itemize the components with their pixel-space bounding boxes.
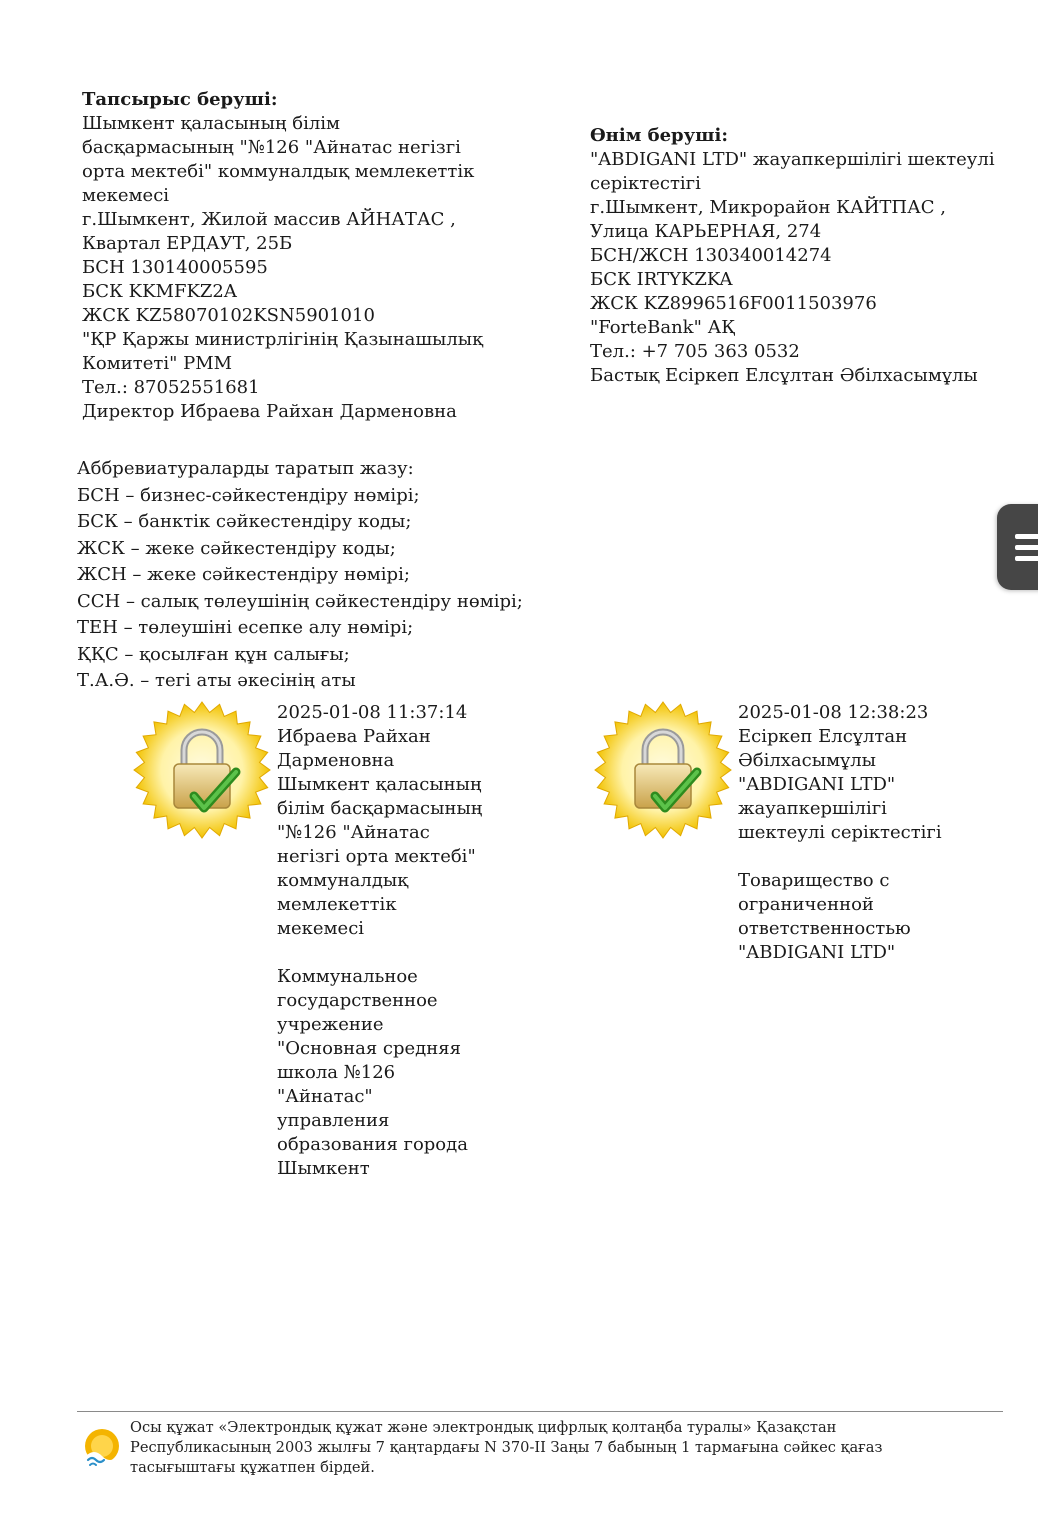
customer-line: Директор Ибраева Райхан Дарменовна: [82, 401, 457, 422]
signature-seal-icon: [132, 700, 272, 840]
spacer: [277, 941, 482, 965]
supplier-line: "ABDIGANI LTD" жауапкершілігі шектеулі: [590, 149, 995, 170]
abbreviation-item: ЖСН – жеке сәйкестендіру нөмірі;: [77, 564, 410, 585]
customer-line: Тел.: 87052551681: [82, 377, 260, 398]
signature-timestamp: 2025-01-08 12:38:23: [738, 702, 929, 723]
abbreviations-list: [77, 456, 523, 695]
customer-line: орта мектебі" коммуналдық мемлекеттік: [82, 161, 475, 182]
customer-line: ЖСК KZ58070102KSN5901010: [82, 305, 375, 326]
signature-line: Есіркеп Елсұлтан: [738, 726, 908, 747]
supplier-line: Улица КАРЬЕРНАЯ, 274: [590, 221, 822, 242]
spacer: [738, 845, 942, 869]
signature-line: Дарменовна: [277, 750, 395, 771]
supplier-line: БСК IRTYKZKA: [590, 269, 733, 290]
menu-button[interactable]: [997, 504, 1038, 590]
footer-line: тасығыштағы құжатпен бірдей.: [130, 1459, 375, 1476]
signature-line: шектеулі серіктестігі: [738, 822, 942, 843]
signature-line: білім басқармасының: [277, 798, 483, 819]
abbreviations-title: Аббревиатураларды таратып жазу:: [77, 458, 414, 479]
footer-line: Осы құжат «Электрондық құжат және электрондық цифрлық қолтаңба туралы» Қазақстан: [130, 1419, 837, 1436]
sun-logo-icon: [80, 1426, 124, 1470]
supplier-line: г.Шымкент, Микрорайон КАЙТПАС ,: [590, 197, 946, 218]
supplier-line: ЖСК KZ8996516F0011503976: [590, 293, 877, 314]
customer-line: БСК KKMFKZ2A: [82, 281, 237, 302]
customer-title: Тапсырыс беруші:: [82, 89, 278, 110]
signature-line: школа №126: [277, 1062, 396, 1083]
supplier-line: Бастық Есіркеп Елсұлтан Әбілхасымұлы: [590, 365, 978, 386]
customer-line: "ҚР Қаржы министрлігінің Қазынашылық: [82, 329, 484, 350]
signature-line: Коммунальное: [277, 966, 418, 987]
abbreviation-item: БСН – бизнес-сәйкестендіру нөмірі;: [77, 484, 420, 506]
signature-line: "Основная средняя: [277, 1038, 461, 1059]
signature-line: Шымкент: [277, 1158, 370, 1179]
signature-line: "№126 "Айнатас: [277, 822, 430, 843]
signature-line: государственное: [277, 990, 438, 1011]
signature-line: жауапкершілігі: [738, 798, 887, 819]
abbreviation-item: ҚҚС – қосылған құн салығы;: [77, 643, 350, 665]
customer-line: мекемесі: [82, 185, 170, 206]
signature-seal-icon: [593, 700, 733, 840]
customer-line: г.Шымкент, Жилой массив АЙНАТАС ,: [82, 209, 456, 230]
abbreviation-item: БСК – банктік сәйкестендіру коды;: [77, 511, 412, 532]
signature-line: ответственностью: [738, 918, 911, 939]
supplier-line: серіктестігі: [590, 173, 701, 194]
abbreviation-item: Т.А.Ә. – тегі аты әкесінің аты: [77, 670, 356, 691]
signature-line: коммуналдық: [277, 870, 409, 891]
customer-details: [82, 88, 483, 424]
signature-line: "Айнатас": [277, 1086, 373, 1107]
signature-line: Ибраева Райхан: [277, 726, 431, 747]
signature-line: мекемесі: [277, 918, 365, 939]
signature-line: негізгі орта мектебі": [277, 846, 476, 867]
supplier-line: БСН/ЖСН 130340014274: [590, 245, 832, 266]
supplier-signature-info: [738, 701, 942, 965]
signature-line: "ABDIGANI LTD": [738, 942, 896, 963]
signature-line: Товарищество с: [738, 870, 890, 891]
customer-line: Квартал ЕРДАУТ, 25Б: [82, 233, 293, 254]
signature-line: Шымкент қаласының: [277, 774, 482, 795]
abbreviation-item: ССН – салық төлеушінің сәйкестендіру нөмірі;: [77, 590, 523, 612]
signature-line: образования города: [277, 1134, 468, 1155]
signature-line: управления: [277, 1110, 390, 1131]
signature-line: ограниченной: [738, 894, 874, 915]
customer-line: БСН 130140005595: [82, 257, 268, 278]
footer-legal-note: [130, 1418, 882, 1478]
signature-line: учрежение: [277, 1014, 384, 1035]
supplier-title: Өнім беруші:: [590, 125, 728, 146]
abbreviation-item: ЖСК – жеке сәйкестендіру коды;: [77, 537, 396, 559]
signature-timestamp: 2025-01-08 11:37:14: [277, 702, 468, 723]
abbreviation-item: ТЕН – төлеушіні есепке алу нөмірі;: [77, 617, 414, 638]
customer-line: Шымкент қаласының білім: [82, 113, 341, 134]
customer-line: басқармасының "№126 "Айнатас негізгі: [82, 137, 461, 158]
customer-line: Комитеті" РММ: [82, 353, 233, 374]
supplier-line: Тел.: +7 705 363 0532: [590, 341, 800, 362]
supplier-line: "ForteBank" АҚ: [590, 317, 736, 338]
signature-line: Әбілхасымұлы: [738, 750, 877, 771]
signature-line: "ABDIGANI LTD": [738, 774, 896, 795]
footer-line: Республикасының 2003 жылғы 7 қаңтардағы N 370-II Заңы 7 бабының 1 тармағына сәйкес қағаз: [130, 1439, 883, 1456]
footer-divider: [77, 1411, 1003, 1412]
customer-signature-info: [277, 701, 482, 1181]
supplier-details: [590, 124, 995, 388]
signature-line: мемлекеттік: [277, 894, 397, 915]
